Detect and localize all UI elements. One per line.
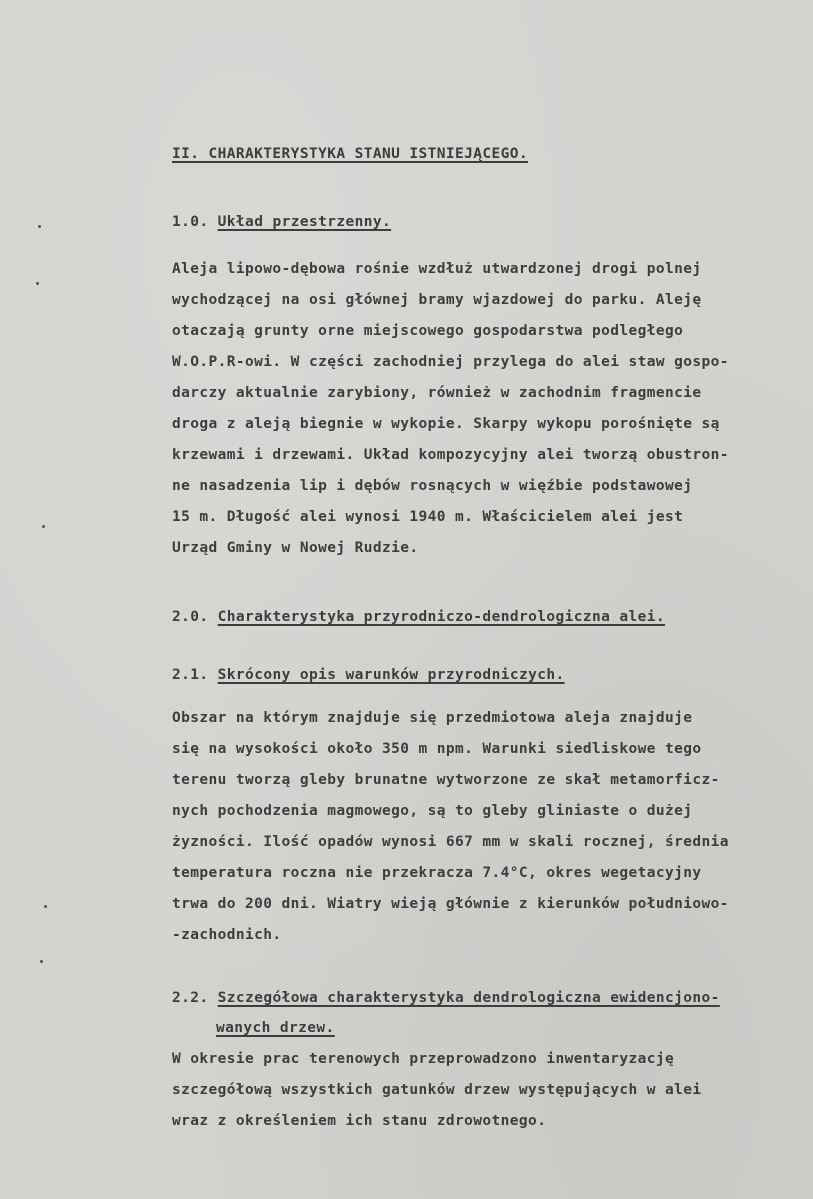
- paragraph-line: się na wysokości około 350 m npm. Warunki siedliskowe tego: [172, 741, 702, 757]
- paragraph-line: żyzności. Ilość opadów wynosi 667 mm w skali rocznej, średnia: [172, 834, 729, 850]
- section-heading: [172, 990, 720, 1006]
- margin-mark: [42, 525, 45, 528]
- paragraph-line: droga z aleją biegnie w wykopie. Skarpy wykopu porośnięte są: [172, 416, 720, 432]
- paragraph-line: krzewami i drzewami. Układ kompozycyjny alei tworzą obustron-: [172, 447, 729, 463]
- chapter-heading: II. CHARAKTERYSTYKA STANU ISTNIEJĄCEGO.: [172, 146, 529, 162]
- paragraph-line: szczegółową wszystkich gatunków drzew występujących w alei: [172, 1082, 702, 1098]
- paragraph-line: otaczają grunty orne miejscowego gospodarstwa podległego: [172, 323, 684, 339]
- paragraph-line: Aleja lipowo-dębowa rośnie wzdłuż utwardzonej drogi polnej: [172, 261, 702, 277]
- paragraph-line: 15 m. Długość alei wynosi 1940 m. Właścicielem alei jest: [172, 509, 684, 525]
- paragraph-line: wychodzącej na osi głównej bramy wjazdowej do parku. Aleję: [172, 292, 702, 308]
- paragraph-line: Urząd Gminy w Nowej Rudzie.: [172, 540, 419, 556]
- paragraph-line: terenu tworzą gleby brunatne wytworzone ze skał metamorficz-: [172, 772, 720, 788]
- paragraph-line: -zachodnich.: [172, 927, 282, 943]
- paragraph-line: trwa do 200 dni. Wiatry wieją głównie z kierunków południowo-: [172, 896, 729, 912]
- paragraph-line: W.O.P.R-owi. W części zachodniej przylega do alei staw gospo-: [172, 354, 729, 370]
- section-title: Skrócony opis warunków przyrodniczych.: [217, 667, 565, 683]
- paragraph-line: temperatura roczna nie przekracza 7.4°C, okres wegetacyjny: [172, 865, 702, 881]
- section-heading: [172, 214, 391, 230]
- section-number: 2.1.: [172, 667, 209, 683]
- margin-mark: [44, 905, 47, 908]
- section-heading: [172, 609, 665, 625]
- section-heading: [172, 667, 565, 683]
- margin-mark: [36, 282, 39, 285]
- margin-mark: [40, 960, 43, 963]
- section-number: 1.0.: [172, 214, 209, 230]
- section-title-continued: wanych drzew.: [216, 1020, 335, 1036]
- section-number: 2.0.: [172, 609, 209, 625]
- margin-mark: [38, 225, 41, 228]
- section-title: Charakterystyka przyrodniczo-dendrologiczna alei.: [217, 609, 666, 625]
- paragraph-line: nych pochodzenia magmowego, są to gleby gliniaste o dużej: [172, 803, 693, 819]
- section-number: 2.2.: [172, 990, 209, 1006]
- paragraph-line: W okresie prac terenowych przeprowadzono inwentaryzację: [172, 1051, 675, 1067]
- paragraph-line: wraz z określeniem ich stanu zdrowotnego.: [172, 1113, 547, 1129]
- paragraph-line: darczy aktualnie zarybiony, również w zachodnim fragmencie: [172, 385, 702, 401]
- section-title: Szczegółowa charakterystyka dendrologiczna ewidencjono-: [217, 990, 720, 1006]
- paragraph-line: Obszar na którym znajduje się przedmiotowa aleja znajduje: [172, 710, 693, 726]
- paragraph-line: ne nasadzenia lip i dębów rosnących w więźbie podstawowej: [172, 478, 693, 494]
- section-title: Układ przestrzenny.: [217, 214, 392, 230]
